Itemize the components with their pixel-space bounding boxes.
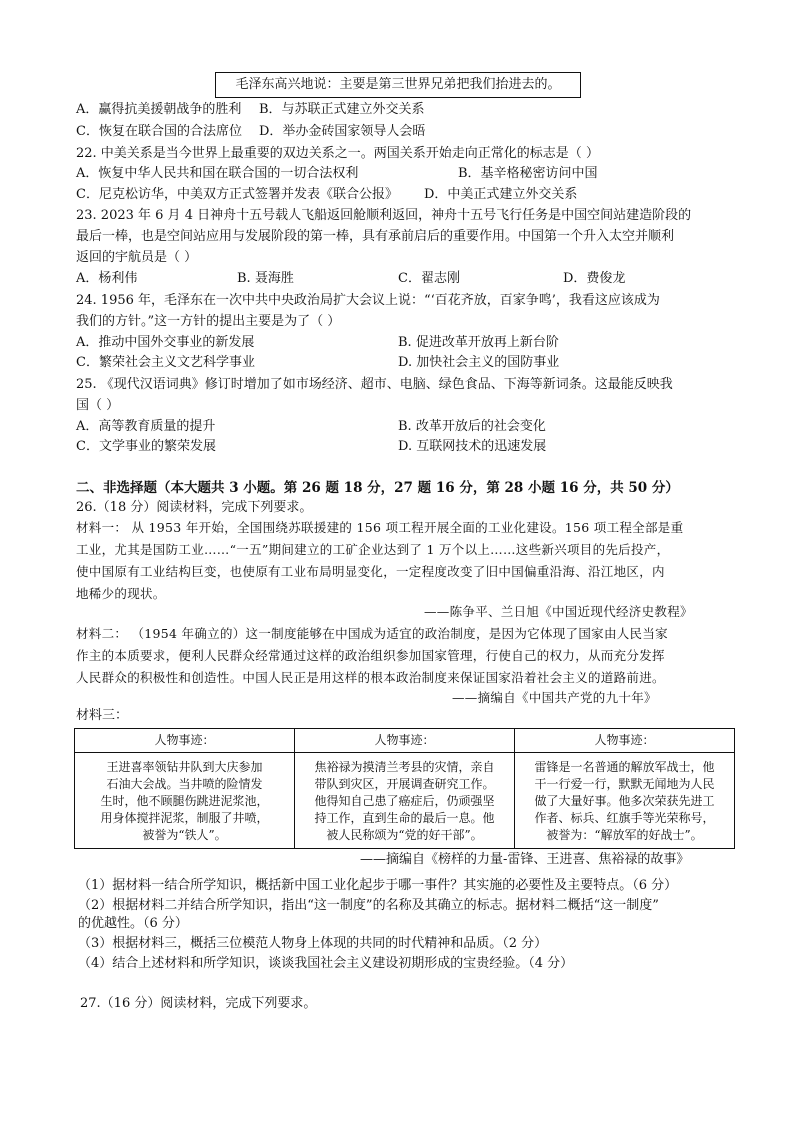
- table-header-cell: 人物事迹：: [515, 729, 735, 753]
- q22-option-c: C．尼克松访华，中美双方正式签署并发表《联合公报》: [76, 187, 398, 202]
- cell-line: 被誉为：“解放军的好战士”。: [546, 828, 703, 842]
- q21-option-a: A．赢得抗美援朝战争的胜利: [76, 102, 242, 117]
- q23-stem-line1: 23. 2023 年 6 月 4 日神舟十五号载人飞船返回舱顺利返回，神舟十五号飞行任务是中国空间站建造阶段的: [76, 208, 692, 223]
- q26-material1-line: 工业，尤其是国防工业……“一五”期间建立的工矿企业达到了 1 万个以上……这些新兴项目的先后投产，: [76, 542, 670, 557]
- q23-stem-line2: 最后一棒，也是空间站应用与发展阶段的第一棒，具有承前启后的重要作用。中国第一个升入太空并顺利: [76, 229, 675, 244]
- q26-material2-source: ——摘编自《中国共产党的九十年》: [452, 690, 657, 705]
- q21-option-b: B．与苏联正式建立外交关系: [259, 102, 425, 117]
- cell-line: 用身体搅拌泥浆，制服了井喷，: [100, 811, 269, 825]
- table-header-cell: 人物事迹：: [75, 729, 295, 753]
- q24-stem-line1: 24. 1956 年，毛泽东在一次中共中央政治局扩大会议上说：“‘百花齐放，百家争鸣’，我看这应该成为: [76, 293, 660, 308]
- q21-option-c: C．恢复在联合国的合法席位: [76, 124, 242, 139]
- cell-line: 雷锋是一名普通的解放军战士，他: [534, 760, 715, 774]
- q22-option-a: A．恢复中华人民共和国在联合国的一切合法权利: [76, 166, 359, 181]
- q22-option-d: D．中美正式建立外交关系: [424, 187, 578, 202]
- q26-subquestion: （4）结合上述材料和所学知识，谈谈我国社会主义建设初期形成的宝贵经验。（4 分）: [78, 956, 574, 971]
- table-header-cell: 人物事迹：: [295, 729, 515, 753]
- q24-stem-line2: 我们的方针。”这一方针的提出主要是为了（ ）: [76, 314, 341, 329]
- q24-option-a: A．推动中国外交事业的新发展: [76, 335, 255, 350]
- cell-line: 持工作，直到生命的最后一息。他: [314, 811, 495, 825]
- q26-material1-line: 使中国原有工业结构巨变，也使原有工业布局明显变化，一定程度改变了旧中国偏重沿海、沿江地区，内: [76, 564, 665, 579]
- hero-cell-lei-feng: [515, 753, 735, 849]
- q26-material2-line: 材料二： （1954 年确立的）这一制度能够在中国成为适宜的政治制度，是因为它体现了国家由人民当家: [76, 626, 668, 641]
- q25-option-d: D. 互联网技术的迅速发展: [398, 439, 547, 454]
- q23-stem-line3: 返回的宇航员是（ ）: [76, 250, 198, 265]
- cell-line: 被人民称颂为“党的好干部”。: [326, 828, 483, 842]
- q25-option-b: B. 改革开放后的社会变化: [398, 419, 546, 434]
- cell-line: 王进喜率领钻井队到大庆参加: [106, 760, 263, 774]
- q22-stem: 22. 中美关系是当今世界上最重要的双边关系之一。两国关系开始走向正常化的标志是（ ）: [76, 146, 599, 161]
- quote-box: 毛泽东高兴地说：主要是第三世界兄弟把我们抬进去的。: [215, 72, 581, 98]
- q26-subquestion: 的优越性。（6 分）: [78, 916, 188, 931]
- q25-stem-line1: 25. 《现代汉语词典》修订时增加了如市场经济、超市、电脑、绿色食品、下海等新词条。这最能反映我: [76, 377, 673, 392]
- cell-line: 石油大会战。当井喷的险情发: [106, 777, 263, 791]
- cell-line: 作者、标兵、红旗手等光荣称号，: [534, 811, 715, 825]
- cell-line: 被誉为“铁人”。: [142, 828, 227, 842]
- cell-line: 做了大量好事。他多次荣获先进工: [534, 794, 715, 808]
- q26-material2-line: 作主的本质要求，便利人民群众经常通过这样的政治组织参加国家管理，行使自己的权力，从而充分发挥: [76, 648, 665, 663]
- cell-line: 干一行爱一行，默默无闻地为人民: [534, 777, 715, 791]
- q25-option-a: A．高等教育质量的提升: [76, 419, 216, 434]
- q23-option-a: A．杨利伟: [76, 271, 138, 286]
- cell-line: 焦裕禄为摸清兰考县的灾情，亲自: [314, 760, 495, 774]
- q23-option-c: C．翟志刚: [398, 271, 460, 286]
- q25-option-c: C．文学事业的繁荣发展: [76, 439, 216, 454]
- q24-option-c: C．繁荣社会主义文艺科学事业: [76, 355, 255, 370]
- q26-material3-label: 材料三：: [76, 708, 129, 723]
- q21-option-d: D．举办金砖国家领导人会晤: [259, 124, 426, 139]
- cell-line: 生时，他不顾腿伤跳进泥浆池，: [100, 794, 269, 808]
- q24-option-d: D. 加快社会主义的国防事业: [398, 355, 560, 370]
- q26-subquestion: （1）据材料一结合所学知识，概括新中国工业化起步于哪一事件？其实施的必要性及主要特点。（6 分）: [78, 878, 678, 893]
- hero-cell-wang-jinxi: [75, 753, 295, 849]
- q26-subquestion: （2）根据材料二并结合所学知识，指出“这一制度”的名称及其确立的标志。据材料二概括“这一制度”: [78, 898, 659, 913]
- q27-header: 27.（16 分）阅读材料，完成下列要求。: [80, 996, 317, 1011]
- q26-material2-line: 人民群众的积极性和创造性。中国人民正是用这样的根本政治制度来保证国家沿着社会主义的道路前进。: [76, 670, 665, 685]
- q23-option-b: B. 聂海胜: [237, 271, 294, 286]
- hero-cell-jiao-yulu: [295, 753, 515, 849]
- q24-option-b: B. 促进改革开放再上新台阶: [398, 335, 559, 350]
- q22-option-b: B．基辛格秘密访问中国: [458, 166, 598, 181]
- q26-subquestion: （3）根据材料三，概括三位模范人物身上体现的共同的时代精神和品质。（2 分）: [78, 936, 548, 951]
- heroes-table: [74, 728, 735, 849]
- cell-line: 他得知自己患了癌症后，仍顽强坚: [314, 794, 495, 808]
- q25-stem-line2: 国（ ）: [76, 398, 120, 413]
- q26-material1-line: 地稀少的现状。: [76, 586, 166, 601]
- q26-material3-source: ——摘编自《榜样的力量-雷锋、王进喜、焦裕禄的故事》: [360, 852, 690, 867]
- cell-line: 带队到灾区，开展调查研究工作。: [314, 777, 495, 791]
- section2-title: 二、非选择题（本大题共 3 小题。第 26 题 18 分，27 题 16 分，第 28 小题 16 分，共 50 分）: [76, 480, 679, 496]
- q26-header: 26.（18 分）阅读材料，完成下列要求。: [76, 500, 313, 515]
- q23-option-d: D．费俊龙: [563, 271, 626, 286]
- q26-material1-source: ——陈争平、兰日旭《中国近现代经济史教程》: [424, 604, 693, 619]
- q26-material1-line: 材料一： 从 1953 年开始，全国围绕苏联援建的 156 项工程开展全面的工业化建设。156 项工程全部是重: [76, 520, 684, 535]
